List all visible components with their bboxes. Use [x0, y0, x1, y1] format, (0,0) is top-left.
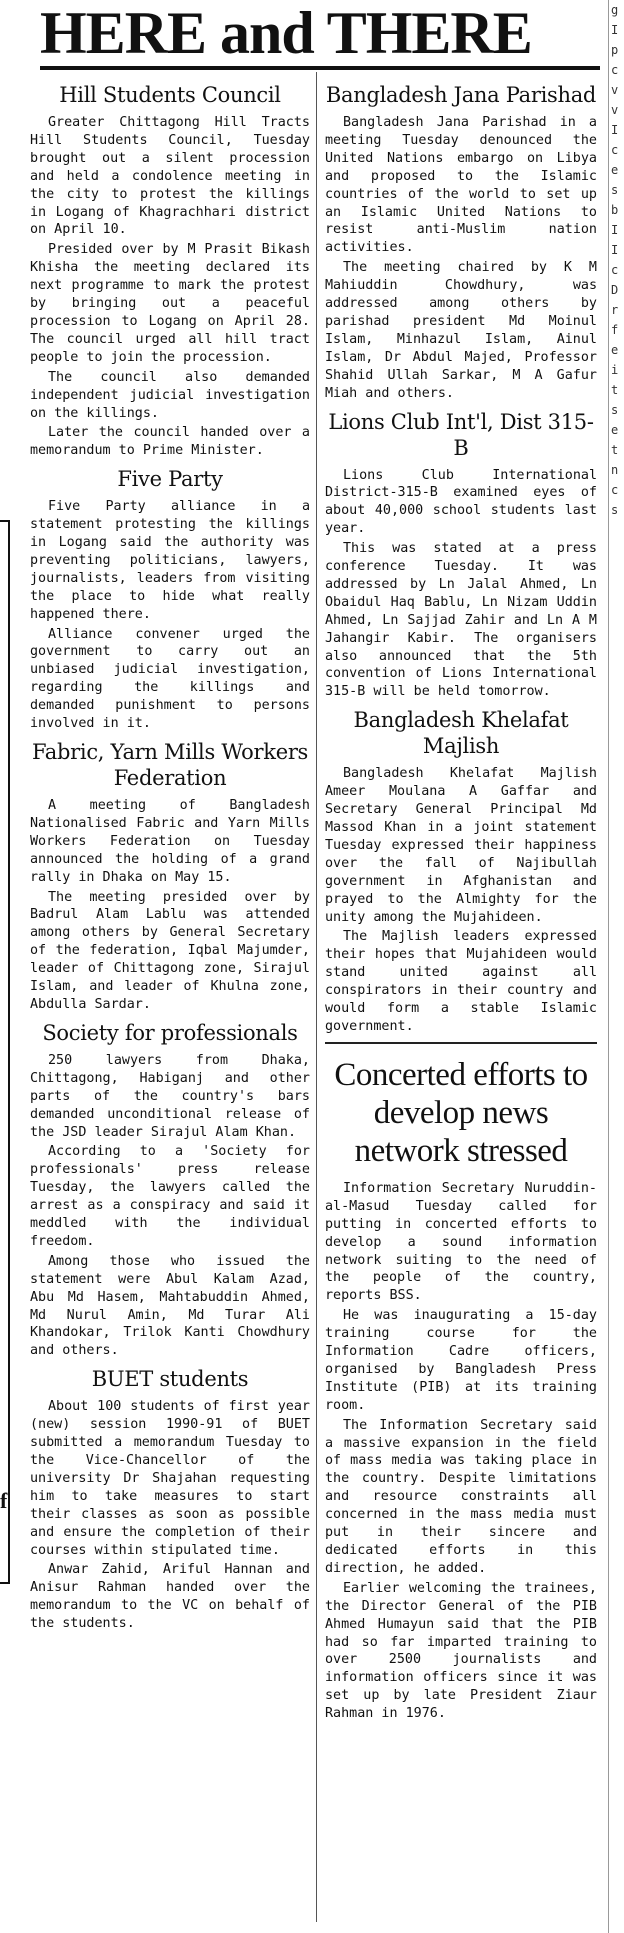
- column-divider: [316, 72, 317, 1922]
- edge-fragment: e: [611, 163, 619, 177]
- edge-fragment: p: [611, 43, 619, 57]
- story-paragraph: The meeting presided over by Badrul Alam Lablu was attended among others by General Secretary of the federation, Iqbal Majumder, leader of Chittagong zone, Sirajul Islam, and leader of Khulna zone, Abdulla Sardar.: [30, 889, 310, 1012]
- story-headline: Fabric, Yarn Mills Workers Federation: [31, 740, 309, 790]
- story-headline: Lions Club Int'l, Dist 315-B: [328, 409, 594, 460]
- story-paragraph: According to a 'Society for professionals' press release Tuesday, the lawyers called the arrest as a conspiracy and said it meddled with the individual freedom.: [30, 1144, 310, 1249]
- story-paragraph: About 100 students of first year (new) session 1990-91 of BUET submitted a memorandum Tuesday to the Vice-Chancellor of the university Dr Shajahan requesting him to take measures to start their classes as soon as possible and ensure the completion of their courses within stipulated time.: [30, 1399, 310, 1558]
- edge-fragment: I: [611, 23, 619, 37]
- story-news-network: [325, 1056, 597, 1723]
- story-paragraph: The Information Secretary said a massive expansion in the field of mass media was taking place in the country. Despite limitations and resource constraints all concerned in the mass media must put in their sincere and dedicated efforts in this direction, he added.: [325, 1417, 597, 1576]
- edge-fragment: c: [611, 63, 619, 77]
- story-headline: BUET students: [91, 1367, 249, 1392]
- story-paragraph: Bangladesh Khelafat Majlish Ameer Moulana A Gaffar and Secretary General Principal Md Massod Khan in a joint statement Tuesday expressed their happiness over the fall of Najibullah government in Afghanistan and prayed to the Almighty for the unity among the Mujahideen.: [325, 766, 597, 925]
- banner-title: HERE and THERE: [40, 0, 532, 66]
- edge-fragment: c: [611, 263, 619, 277]
- edge-fragment: I: [611, 243, 619, 257]
- story-buet-students: [30, 1366, 310, 1633]
- story-fabric-yarn-mills: [30, 739, 310, 1014]
- edge-fragment: b: [611, 203, 619, 217]
- story-paragraph: Alliance convener urged the government to carry out an unbiased judicial investigation, regarding the killings and demanded punishment to persons involved in it.: [30, 626, 310, 732]
- story-paragraph: Bangladesh Jana Parishad in a meeting Tuesday denounced the United Nations embargo on Libya and proposed to the Islamic countries of the world to set up an Islamic United Nations to resist anti-Muslim nation activities.: [325, 115, 597, 256]
- adjacent-page-letter: f: [0, 1488, 8, 1513]
- edge-fragment: e: [611, 343, 619, 357]
- feature-headline: Concerted efforts to develop news network stressed: [334, 1056, 588, 1169]
- edge-fragment: c: [611, 143, 619, 157]
- story-paragraph: 250 lawyers from Dhaka, Chittagong, Habiganj and other parts of the country's bars demanded unconditional release of the JSD leader Sirajul Alam Khan.: [30, 1052, 310, 1140]
- story-paragraph: Five Party alliance in a statement protesting the killings in Logang said the authority was preventing politicians, lawyers, journalists, leaders from visiting the place to hide what really happened there.: [30, 499, 310, 622]
- story-paragraph: He was inaugurating a 15-day training course for the Information Cadre officers, organised by Bangladesh Press Institute (PIB) at its training room.: [325, 1308, 597, 1413]
- edge-fragment: r: [611, 303, 619, 317]
- story-paragraph: Anwar Zahid, Ariful Hannan and Anisur Rahman handed over the memorandum to the VC on behalf of the students.: [30, 1562, 310, 1632]
- edge-fragment: s: [611, 503, 619, 517]
- adjacent-page-edge-left: [0, 520, 10, 1584]
- edge-fragment: t: [611, 443, 619, 457]
- story-paragraph: This was stated at a press conference Tuesday. It was addressed by Ln Jalal Ahmed, Ln Obaidul Haq Bablu, Ln Nizam Uddin Ahmed, Ln Sajjad Zahir and Ln A M Jahangir Kabir. The organisers also announced that the 5th convention of Lions International 315-B will be held tomorrow.: [325, 541, 597, 700]
- story-paragraph: Lions Club International District-315-B examined eyes of about 40,000 school students last year.: [325, 467, 597, 537]
- edge-fragment: v: [611, 83, 619, 97]
- story-paragraph: Presided over by M Prasit Bikash Khisha the meeting declared its next programme to mark the protest by bringing out a peaceful procession to Logang on April 28. The council urged all hill tract people to join the procession.: [30, 242, 310, 365]
- story-headline: Society for professionals: [42, 1020, 298, 1045]
- story-paragraph: Later the council handed over a memorandum to Prime Minister.: [30, 425, 310, 459]
- story-separator-rule: [325, 1042, 597, 1044]
- edge-fragment: n: [611, 463, 619, 477]
- story-five-party: [30, 466, 310, 733]
- story-headline: Five Party: [117, 467, 223, 492]
- story-headline: Bangladesh Khelafat Majlish: [353, 708, 569, 759]
- story-society-for-professionals: [30, 1020, 310, 1360]
- story-paragraph: Among those who issued the statement were Abul Kalam Azad, Abu Md Hasem, Mahtabuddin Ahmed, Md Nurul Amin, Md Turar Ali Khandokar, Trilok Kanti Chowdhury and others.: [30, 1253, 310, 1359]
- story-headline: Hill Students Council: [59, 83, 281, 107]
- adjacent-page-edge-right: [608, 0, 624, 1933]
- edge-fragment: I: [611, 223, 619, 237]
- right-column: [325, 80, 597, 1729]
- story-paragraph: The council also demanded independent judicial investigation on the killings.: [30, 369, 310, 421]
- story-paragraph: Information Secretary Nuruddin-al-Masud Tuesday called for putting in concerted efforts to develop a sound information network suiting to the need of the people of the country, reports BSS.: [325, 1180, 597, 1304]
- section-banner: [40, 2, 600, 70]
- edge-fragment: t: [611, 383, 619, 397]
- story-paragraph: Earlier welcoming the trainees, the Director General of the PIB Ahmed Humayun said that the PIB had so far imparted training to over 2500 journalists and information officers since it was set up by late President Ziaur Rahman in 1976.: [325, 1580, 597, 1722]
- edge-fragment: c: [611, 483, 619, 497]
- edge-fragment: s: [611, 403, 619, 417]
- story-headline: Bangladesh Jana Parishad: [325, 83, 597, 107]
- edge-fragment: i: [611, 363, 619, 377]
- edge-fragment: I: [611, 123, 619, 137]
- story-paragraph: The Majlish leaders expressed their hopes that Mujahideen would stand united against all conspirators in their country and would form a stable Islamic government.: [325, 929, 597, 1034]
- story-paragraph: Greater Chittagong Hill Tracts Hill Students Council, Tuesday brought out a silent procession and held a condolence meeting in the city to protest the killings in Logang of Khagrachhari district on April 10.: [30, 115, 310, 238]
- edge-fragment: e: [611, 423, 619, 437]
- edge-fragment: v: [611, 103, 619, 117]
- story-lions-club: [325, 409, 597, 702]
- story-paragraph: The meeting chaired by K M Mahiuddin Chowdhury, was addressed among others by parishad president Md Moinul Islam, Minhazul Islam, Ainul Islam, Dr Abdul Majed, Professor Shahid Ullah Sarkar, M A Gafur Miah and others.: [325, 260, 597, 401]
- story-khelafat-majlish: [325, 707, 597, 1036]
- edge-fragment: g: [611, 3, 619, 17]
- story-hill-students-council: [30, 82, 310, 460]
- left-column: [30, 80, 310, 1639]
- story-jana-parishad: [325, 82, 597, 403]
- edge-fragment: f: [611, 323, 619, 337]
- story-paragraph: A meeting of Bangladesh Nationalised Fabric and Yarn Mills Workers Federation on Tuesday announced the holding of a grand rally in Dhaka on May 15.: [30, 798, 310, 885]
- edge-fragment: D: [611, 283, 619, 297]
- edge-fragment: s: [611, 183, 619, 197]
